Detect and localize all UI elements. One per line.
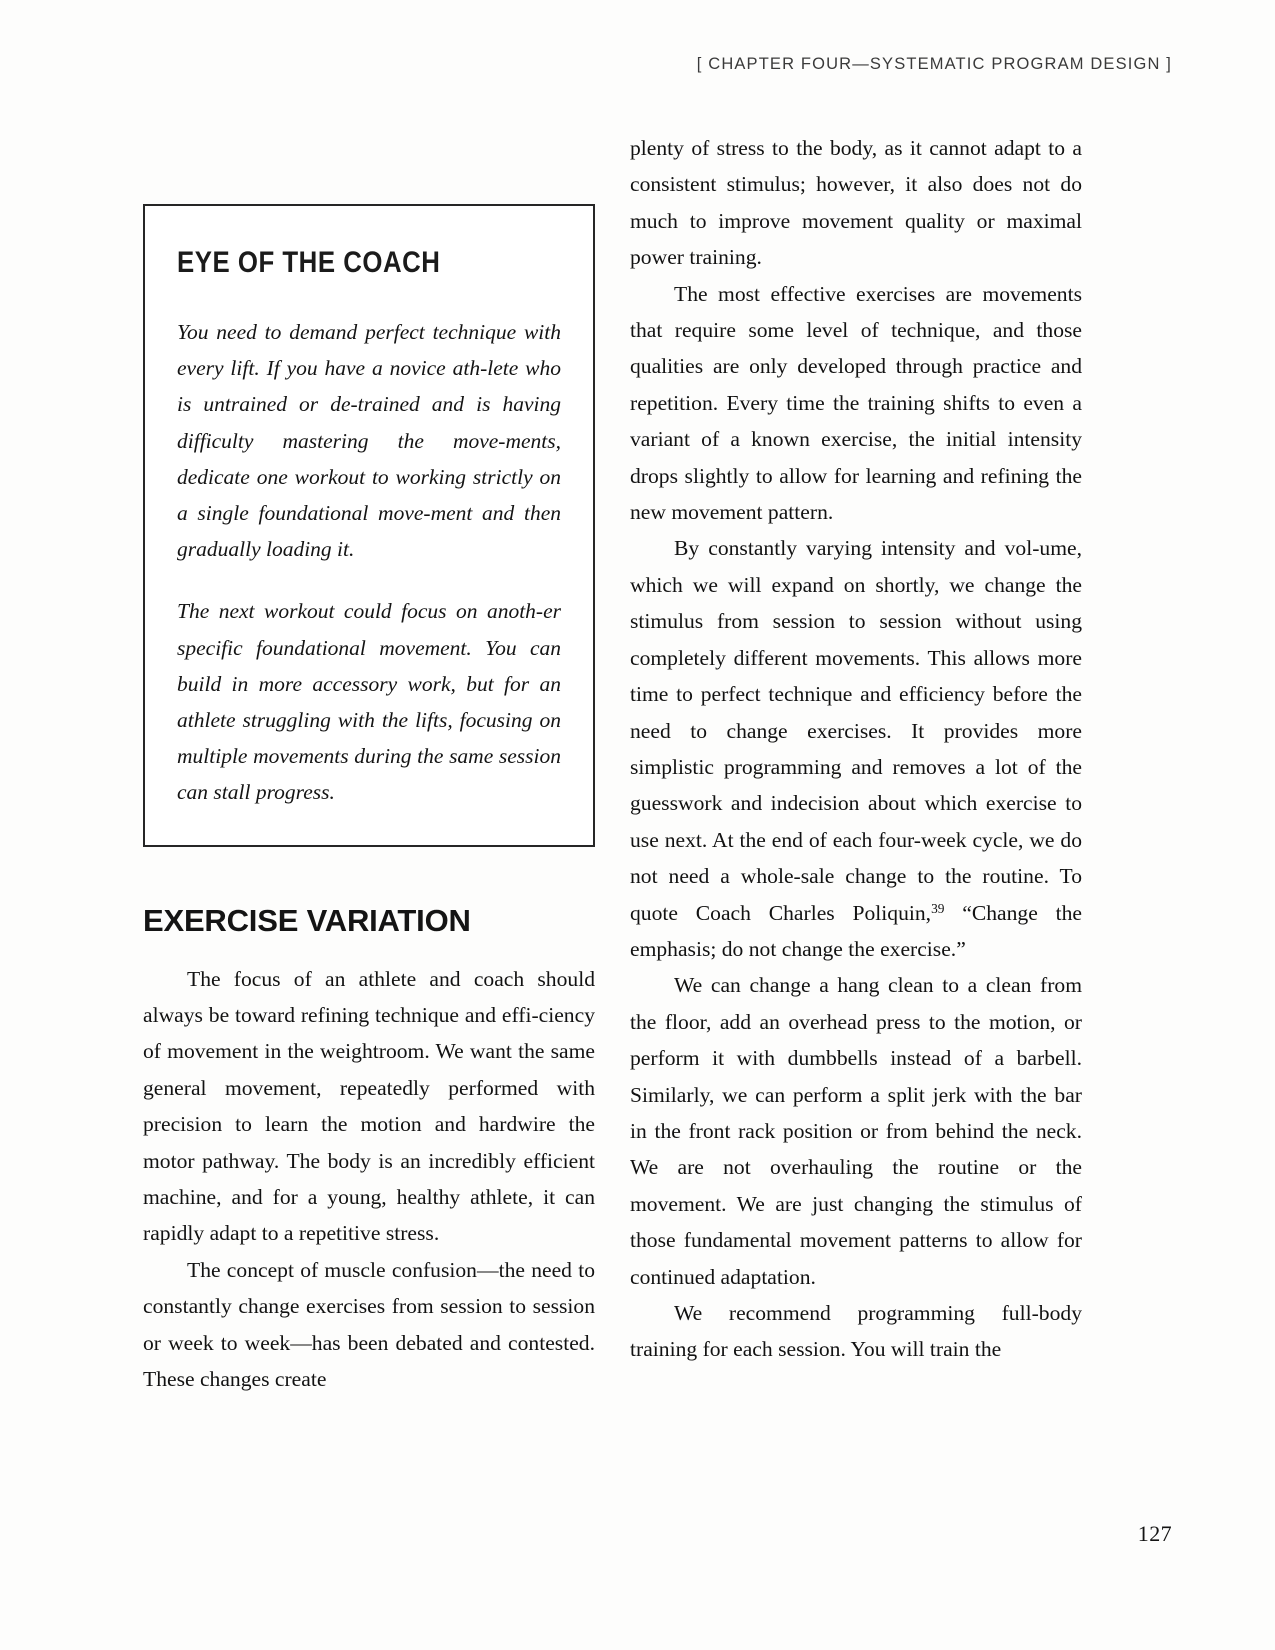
- body-paragraph: The focus of an athlete and coach should always be toward refining technique and effi-ciency of movement in the weightroom. We want the same general movement, repeatedly performed with precision to learn the motion and hardwire the motor pathway. The body is an incredibly efficient machine, and for a young, healthy athlete, it can rapidly adapt to a repetitive stress.: [143, 966, 595, 1246]
- section-heading: EXERCISE VARIATION: [143, 902, 471, 938]
- body-paragraph-with-footnote: [630, 530, 1082, 967]
- eye-of-the-coach-callout: [143, 204, 595, 847]
- left-column: [143, 130, 595, 1398]
- body-paragraph: The most effective exercises are movements that require some level of technique, and those qualities are only developed through practice and repetition. Every time the training shifts to even a variant of a known exercise, the initial intensity drops slightly to allow for learning and refining the new movement pattern.: [630, 281, 1082, 525]
- callout-paragraph: The next workout could focus on anoth-er specific foundational movement. You can build in more accessory work, but for an athlete struggling with the lifts, focusing on multiple movements during the same session can stall progress.: [177, 599, 561, 805]
- paragraph-text: By constantly varying intensity and vol-ume, which we will expand on shortly, we change the stimulus from session to session without using completely different movements. This allows more time to perfect technique and efficiency before the need to change exercises. It provides more simplistic programming and removes a lot of the guesswork and indecision about which exercise to use next. At the end of each four-week cycle, we do not need a whole-sale change to the routine. To quote Coach Charles Poliquin,: [630, 536, 1082, 925]
- body-paragraph: We recommend programming full-body training for each session. You will train the: [630, 1301, 1082, 1362]
- callout-title: EYE OF THE COACH: [177, 246, 441, 279]
- page-number: 127: [1137, 1521, 1172, 1546]
- paragraph-text-after-footnote: “Change the emphasis; do not change the exercise.”: [630, 900, 1082, 961]
- body-paragraph: We can change a hang clean to a clean from the floor, add an overhead press to the motion, or perform it with dumbbells instead of a barbell. Similarly, we can perform a split jerk with the bar in the front rack position or from behind the neck. We are not overhauling the routine or the movement. We are just changing the stimulus of those fundamental movement patterns to allow for continued adaptation.: [630, 973, 1082, 1289]
- callout-paragraph: You need to demand perfect technique with every lift. If you have a novice ath-lete who is untrained or de-trained and is having difficulty mastering the move-ments, dedicate one workout to working strictly on a single foundational move-ment and then gradually loading it.: [177, 320, 561, 562]
- body-paragraph: plenty of stress to the body, as it cannot adapt to a consistent stimulus; however, it also does not do much to improve movement quality or maximal power training.: [630, 136, 1082, 270]
- running-header: [ CHAPTER FOUR—SYSTEMATIC PROGRAM DESIGN ]: [696, 55, 1172, 73]
- right-column: [630, 130, 1082, 1368]
- page-columns: [143, 130, 1132, 1430]
- footnote-marker[interactable]: 39: [931, 900, 945, 916]
- body-paragraph: The concept of muscle confusion—the need to constantly change exercises from session to session or week to week—has been debated and contested. These changes create: [143, 1257, 595, 1392]
